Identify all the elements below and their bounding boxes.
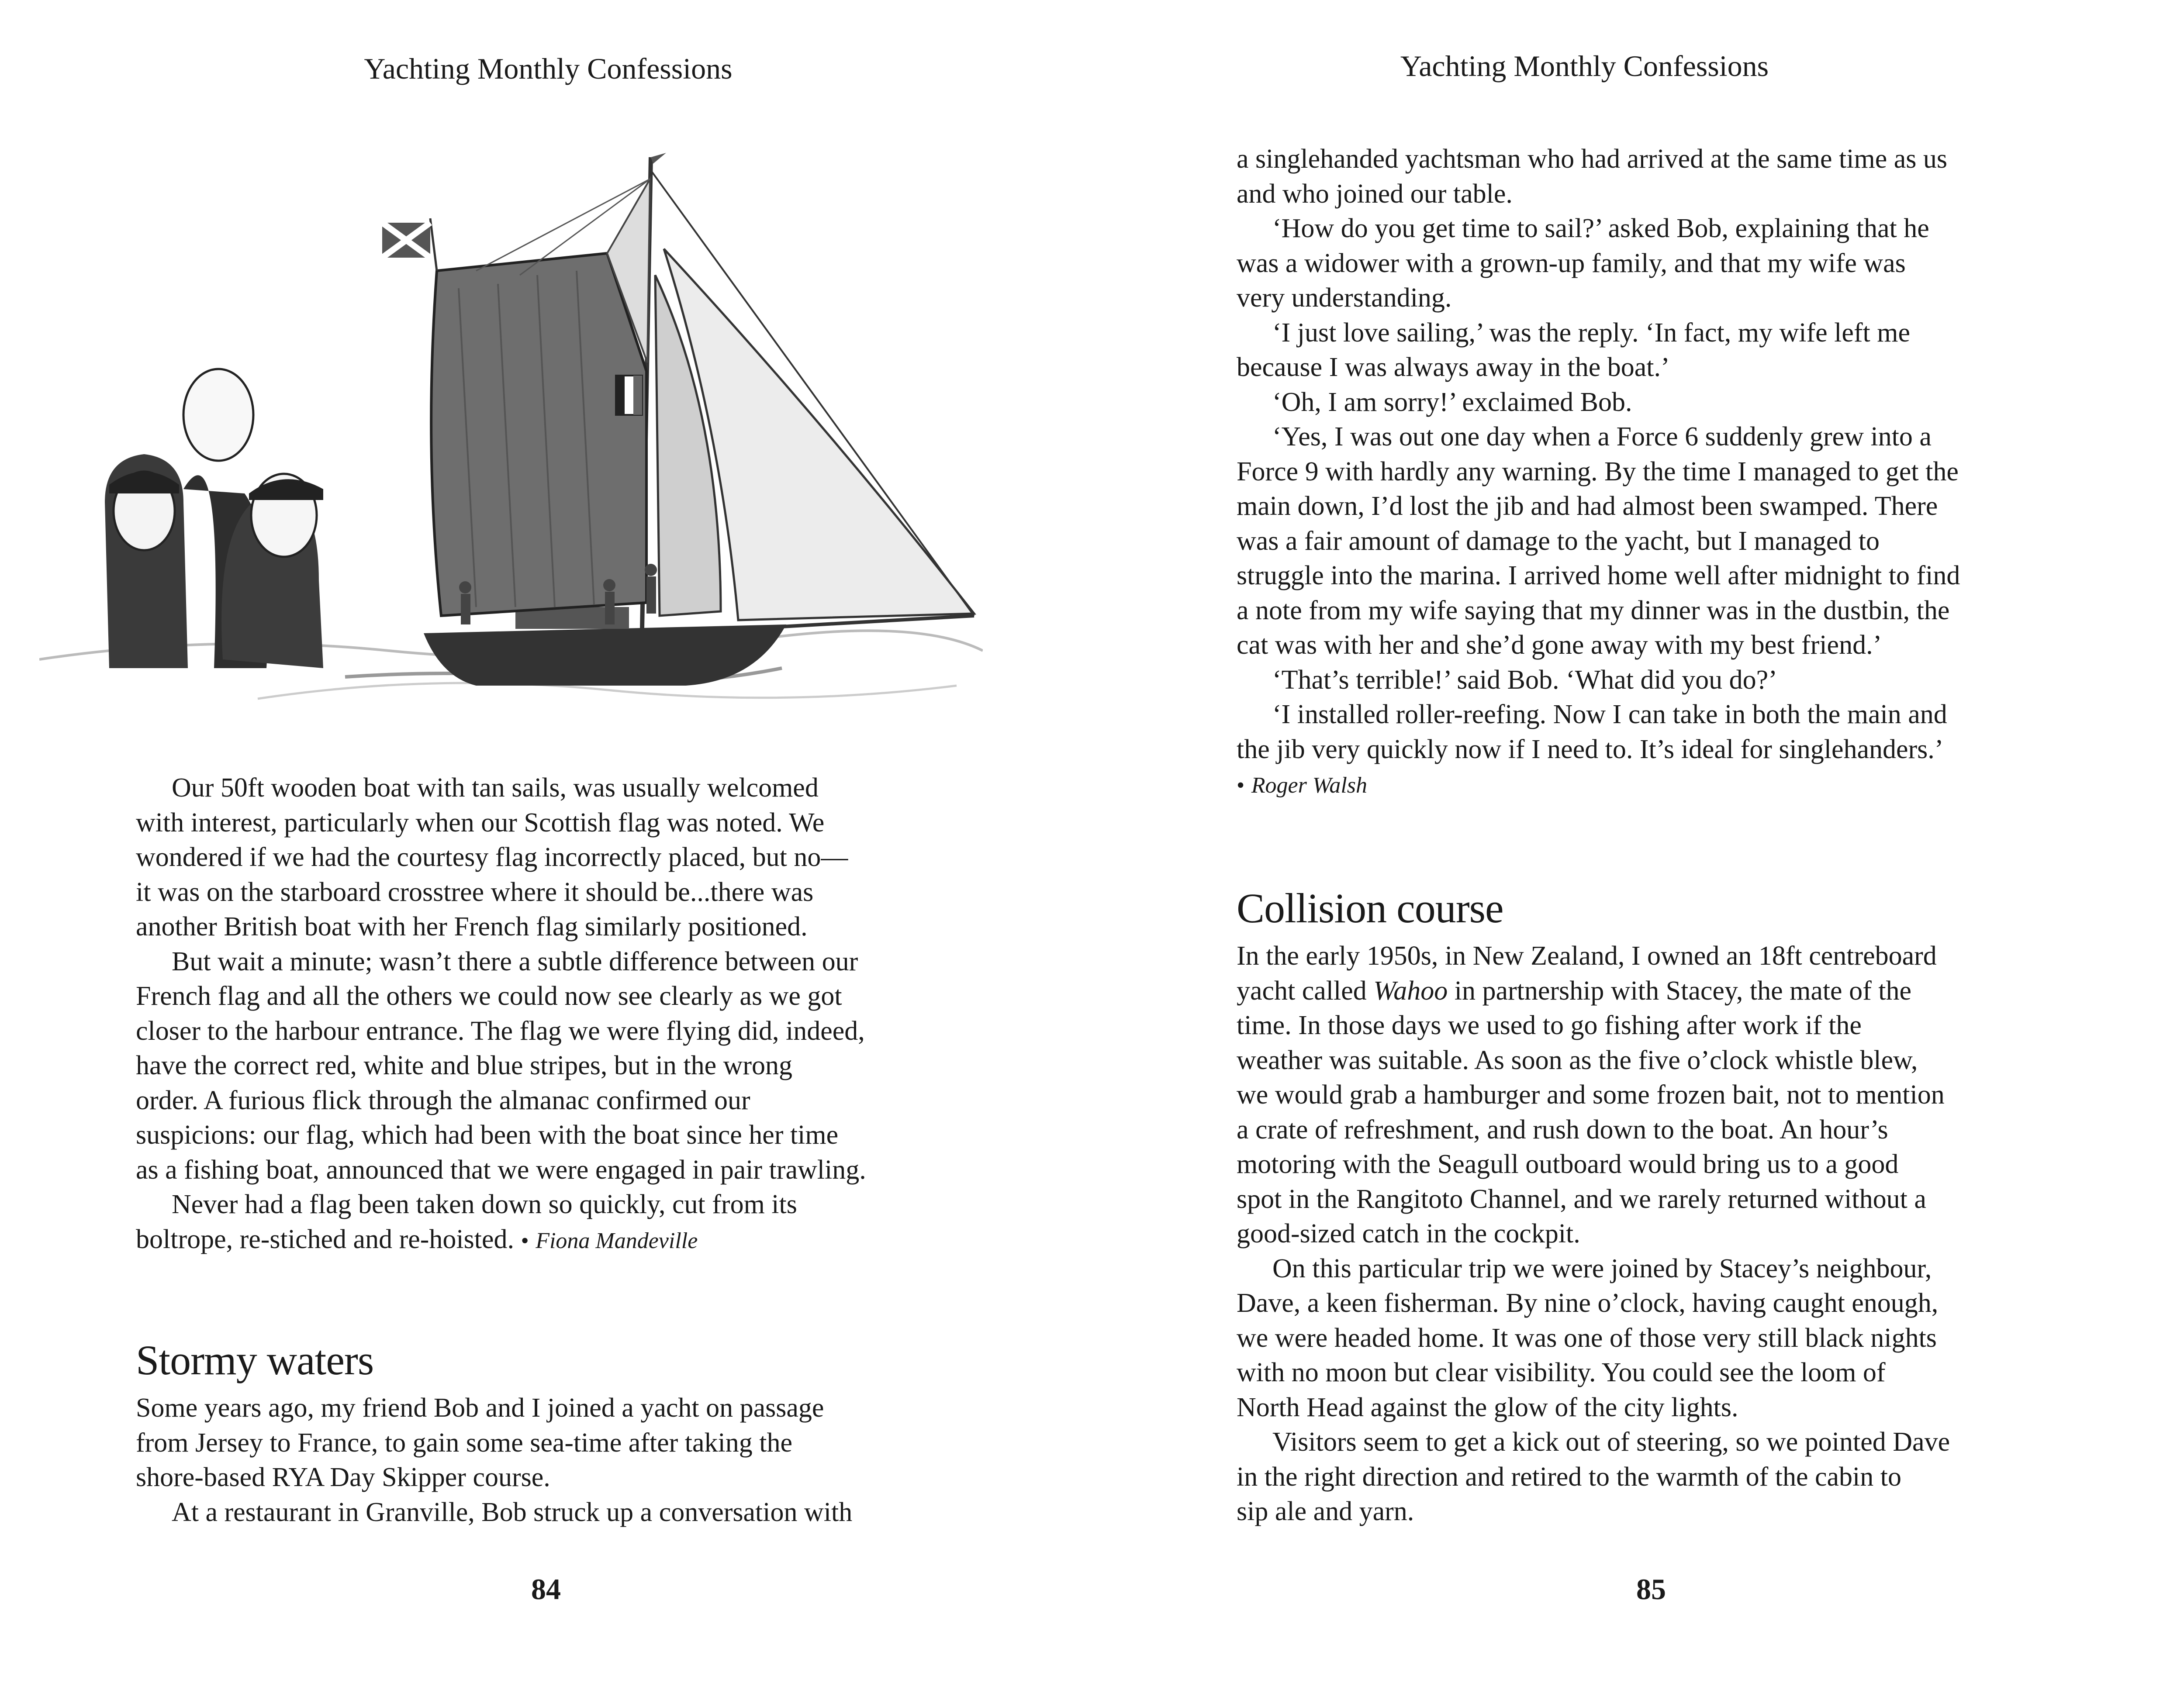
author-byline: Fiona Mandeville	[536, 1228, 698, 1253]
running-head: Yachting Monthly Confessions	[364, 52, 733, 85]
text-line: have the correct red, white and blue stripes, but in the wrong	[136, 1051, 793, 1080]
text-line: it was on the starboard crosstree where it should be...there was	[136, 877, 814, 907]
text-line: On this particular trip we were joined by Stacey’s neighbour,	[1272, 1253, 1932, 1283]
text-line: cat was with her and she’d gone away with my best friend.’	[1237, 630, 1882, 660]
paragraph	[1237, 420, 2075, 455]
text-line: with interest, particularly when our Scottish flag was noted. We	[136, 807, 825, 838]
running-head: Yachting Monthly Confessions	[1400, 49, 1769, 83]
text-line: weather was suitable. As soon as the five o’clock whistle blew,	[1237, 1045, 1918, 1075]
text-line: But wait a minute; wasn’t there a subtle difference between our	[172, 946, 858, 976]
byline-line	[1237, 767, 2075, 803]
text-line: a note from my wife saying that my dinner was in the dustbin, the	[1237, 595, 1950, 625]
paragraph-continuation	[136, 806, 966, 945]
text-line: At a restaurant in Granville, Bob struck up a conversation with	[172, 1497, 853, 1527]
sailing-boat-illustration	[39, 144, 983, 734]
stormy-waters-section	[136, 1334, 966, 1530]
paragraph-continuation	[136, 979, 966, 1187]
text-line: ‘How do you get time to sail?’ asked Bob, explaining that he	[1272, 214, 1929, 243]
paragraph-continuation	[1237, 142, 2075, 211]
text-line: good-sized catch in the cockpit.	[1237, 1219, 1580, 1249]
text-line: was a widower with a grown-up family, and that my wife was	[1237, 248, 1906, 278]
paragraph	[136, 945, 966, 980]
text-line: In the early 1950s, in New Zealand, I owned an 18ft centreboard	[1237, 941, 1937, 971]
paragraph-continuation	[1237, 455, 2075, 663]
text-line: North Head against the glow of the city lights.	[1237, 1392, 1738, 1422]
text-line: a crate of refreshment, and rush down to the boat. An hour’s	[1237, 1114, 1888, 1145]
paragraph	[1237, 211, 2075, 246]
text-line: ‘Yes, I was out one day when a Force 6 suddenly grew into a	[1272, 422, 1932, 452]
paragraph-continuation	[1237, 1286, 2075, 1425]
text-span: boltrope, re-stiched and re-hoisted.	[136, 1224, 514, 1254]
paragraph	[1237, 385, 2075, 420]
text-line: Never had a flag been taken down so quickly, cut from its	[172, 1190, 797, 1219]
text-line: order. A furious flick through the almanac confirmed our	[136, 1085, 750, 1115]
text-line: Visitors seem to get a kick out of steering, so we pointed Dave	[1272, 1427, 1950, 1457]
paragraph	[1237, 663, 2075, 698]
text-line: motoring with the Seagull outboard would bring us to a good	[1237, 1149, 1899, 1179]
text-line: time. In those days we used to go fishing after work if the	[1237, 1011, 1862, 1040]
right-page	[1092, 0, 2184, 1697]
text-line: closer to the harbour entrance. The flag we were flying did, indeed,	[136, 1016, 865, 1046]
bullet: •	[1237, 773, 1245, 798]
paragraph	[136, 1391, 966, 1495]
text-line: spot in the Rangitoto Channel, and we rarely returned without a	[1237, 1184, 1926, 1214]
text-line: was a fair amount of damage to the yacht, but I managed to	[1237, 526, 1880, 556]
text-line	[136, 1222, 966, 1259]
text-line: suspicions: our flag, which had been with the boat since her time	[136, 1120, 839, 1150]
masthead-pennant	[651, 153, 666, 164]
author-byline: Roger Walsh	[1251, 773, 1368, 798]
text-line: and who joined our table.	[1237, 179, 1513, 209]
text-span: in partnership with Stacey, the mate of the	[1448, 976, 1911, 1006]
paragraph	[136, 1187, 966, 1222]
text-line: we would grab a hamburger and some frozen bait, not to mention	[1237, 1080, 1945, 1110]
text-line: another British boat with her French flag similarly positioned.	[136, 912, 808, 942]
paragraph-continuation	[1237, 350, 2075, 385]
text-line	[1237, 974, 2075, 1009]
paragraph	[1237, 697, 2075, 732]
french-courtesy-flag	[616, 376, 642, 415]
boat-name: Wahoo	[1373, 976, 1448, 1006]
text-line: wondered if we had the courtesy flag incorrectly placed, but no—	[136, 842, 848, 872]
paragraph-continuation	[1237, 732, 2075, 803]
paragraph	[136, 771, 966, 806]
paragraph-continuation	[1237, 246, 2075, 316]
text-line: Some years ago, my friend Bob and I joined a yacht on passage	[136, 1393, 824, 1423]
text-line: struggle into the marina. I arrived home well after midnight to find	[1237, 561, 1960, 590]
paragraph	[136, 1495, 966, 1530]
page-number: 84	[531, 1573, 561, 1606]
text-line: we were headed home. It was one of those very still black nights	[1237, 1323, 1937, 1353]
text-line: because I was always away in the boat.’	[1237, 352, 1670, 382]
paragraph	[1237, 1425, 2075, 1460]
text-line: French flag and all the others we could now see clearly as we got	[136, 981, 842, 1011]
text-line: shore-based RYA Day Skipper course.	[136, 1462, 550, 1492]
text-line: the jib very quickly now if I need to. It’s ideal for singlehanders.’	[1237, 734, 1944, 764]
text-line: ‘That’s terrible!’ said Bob. ‘What did you do?’	[1272, 665, 1777, 695]
section-heading: Stormy waters	[136, 1337, 374, 1383]
paragraph-continuation	[136, 1222, 966, 1259]
bullet: •	[521, 1228, 529, 1253]
section-heading: Collision course	[1237, 885, 1503, 931]
text-line: sip ale and yarn.	[1237, 1497, 1414, 1526]
story-continued	[1237, 142, 2075, 803]
text-line: with no moon but clear visibility. You could see the loom of	[1237, 1358, 1886, 1387]
text-line: as a fishing boat, announced that we were engaged in pair trawling.	[136, 1155, 866, 1185]
text-span: yacht called	[1237, 976, 1374, 1006]
text-line: ‘I installed roller-reefing. Now I can take in both the main and	[1272, 700, 1947, 729]
story-ending	[136, 771, 966, 1258]
text-line: from Jersey to France, to gain some sea-time after taking the	[136, 1428, 792, 1458]
text-line: ‘Oh, I am sorry!’ exclaimed Bob.	[1272, 387, 1632, 417]
text-line: Force 9 with hardly any warning. By the time I managed to get the	[1237, 456, 1959, 486]
paragraph	[1237, 316, 2075, 351]
text-line: Dave, a keen fisherman. By nine o’clock, having caught enough,	[1237, 1288, 1939, 1318]
scottish-flag	[382, 218, 437, 271]
page-number: 85	[1636, 1573, 1666, 1606]
paragraph-continuation	[1237, 1460, 2075, 1529]
paragraph	[1237, 1252, 2075, 1287]
text-line: Our 50ft wooden boat with tan sails, was usually welcomed	[172, 773, 819, 803]
text-line: main down, I’d lost the jib and had almost been swamped. There	[1237, 491, 1938, 521]
text-line: in the right direction and retired to the warmth of the cabin to	[1237, 1462, 1901, 1492]
collision-course-section	[1237, 882, 2075, 1529]
men-on-quay	[105, 369, 323, 668]
paragraph	[1237, 939, 2075, 1252]
text-line: very understanding.	[1237, 283, 1452, 313]
text-line: ‘I just love sailing,’ was the reply. ‘In fact, my wife left me	[1272, 317, 1910, 348]
text-line: a singlehanded yachtsman who had arrived at the same time as us	[1237, 144, 1947, 174]
